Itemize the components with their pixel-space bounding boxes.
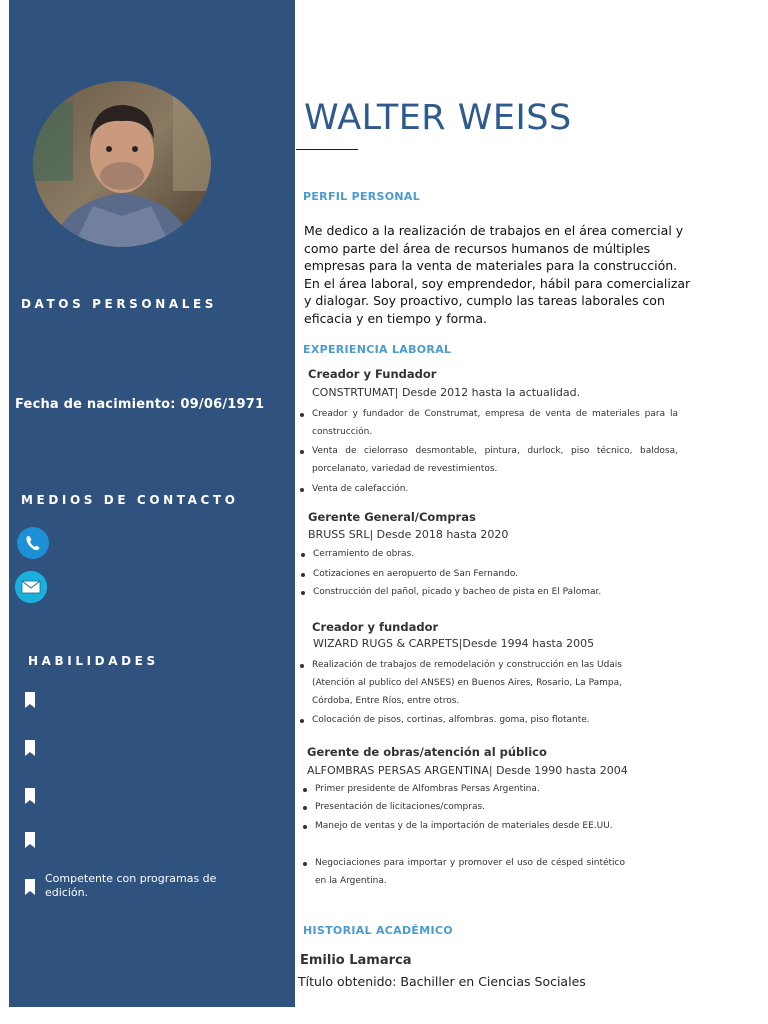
- bookmark-icon: [24, 740, 36, 757]
- whatsapp-icon[interactable]: [17, 527, 49, 559]
- profile-photo: [33, 81, 211, 247]
- job-company: WIZARD RUGS & CARPETS|Desde 1994 hasta 2005: [313, 637, 595, 650]
- job-bullet: Cotizaciones en aeropuerto de San Fernando.: [313, 565, 683, 583]
- birth-date: Fecha de nacimiento: 09/06/1971: [15, 397, 265, 412]
- experience-heading: EXPERIENCIA LABORAL: [303, 343, 452, 356]
- degree: Título obtenido: Bachiller en Ciencias Sociales: [298, 974, 586, 989]
- job-title: Gerente de obras/atención al público: [307, 745, 547, 759]
- job-bullet: Creador y fundador de Construmat, empresa de venta de materiales para la construcción.: [312, 405, 678, 441]
- job-bullet: Negociaciones para importar y promover el uso de césped sintético en la Argentina.: [315, 854, 625, 890]
- contact-heading: MEDIOS DE CONTACTO: [21, 493, 239, 507]
- job-bullet: Venta de cielorraso desmontable, pintura, durlock, piso técnico, baldosa, porcelanato, variedad de revestimientos.: [312, 442, 678, 478]
- email-icon[interactable]: [15, 571, 47, 603]
- job-bullet: Colocación de pisos, cortinas, alfombras. goma, piso flotante.: [312, 711, 622, 729]
- bookmark-icon: [24, 788, 36, 805]
- job-company: BRUSS SRL| Desde 2018 hasta 2020: [308, 528, 509, 541]
- school-name: Emilio Lamarca: [300, 953, 412, 968]
- sidebar: [9, 0, 295, 1007]
- job-title: Creador y fundador: [312, 620, 439, 634]
- job-bullet: Cerramiento de obras.: [313, 545, 683, 563]
- job-bullet: Presentación de licitaciones/compras.: [315, 798, 615, 816]
- name-divider: [296, 149, 358, 150]
- job-bullet: Construcción del pañol, picado y bacheo de pista en El Palomar.: [313, 583, 683, 601]
- personal-data-heading: DATOS PERSONALES: [21, 297, 218, 311]
- profile-heading: PERFIL PERSONAL: [303, 190, 421, 203]
- full-name: WALTER WEISS: [304, 98, 572, 138]
- job-title: Creador y Fundador: [308, 367, 437, 381]
- job-title: Gerente General/Compras: [308, 510, 476, 524]
- job-bullet: Primer presidente de Alfombras Persas Argentina.: [315, 780, 615, 798]
- skills-heading: HABILIDADES: [28, 654, 159, 668]
- job-bullet: Venta de calefacción.: [312, 480, 678, 498]
- bookmark-icon: [24, 879, 36, 896]
- bookmark-icon: [24, 832, 36, 849]
- skill-item: Competente con programas de edición.: [45, 872, 217, 899]
- education-heading: HISTORIAL ACADÉMICO: [303, 924, 453, 937]
- job-company: CONSTRTUMAT| Desde 2012 hasta la actualidad.: [312, 386, 581, 399]
- bookmark-icon: [24, 692, 36, 709]
- profile-text: Me dedico a la realización de trabajos en el área comercial y como parte del área de recursos humanos de múltiples empresas para la venta de materiales para la construcción. En el área laboral, soy emprendedor, hábil para comercializar y dialogar. Soy proactivo, cumplo las tareas laborales con eficacia y en tiempo y forma.: [304, 223, 691, 326]
- job-bullet: Manejo de ventas y de la importación de materiales desde EE.UU.: [315, 817, 625, 835]
- job-company: ALFOMBRAS PERSAS ARGENTINA| Desde 1990 hasta 2004: [307, 764, 628, 777]
- job-bullet: Realización de trabajos de remodelación y construcción en las Udais (Atención al publico del ANSES) en Buenos Aires, Rosario, La Pampa, Córdoba, Entre Ríos, entre otros.: [312, 656, 622, 710]
